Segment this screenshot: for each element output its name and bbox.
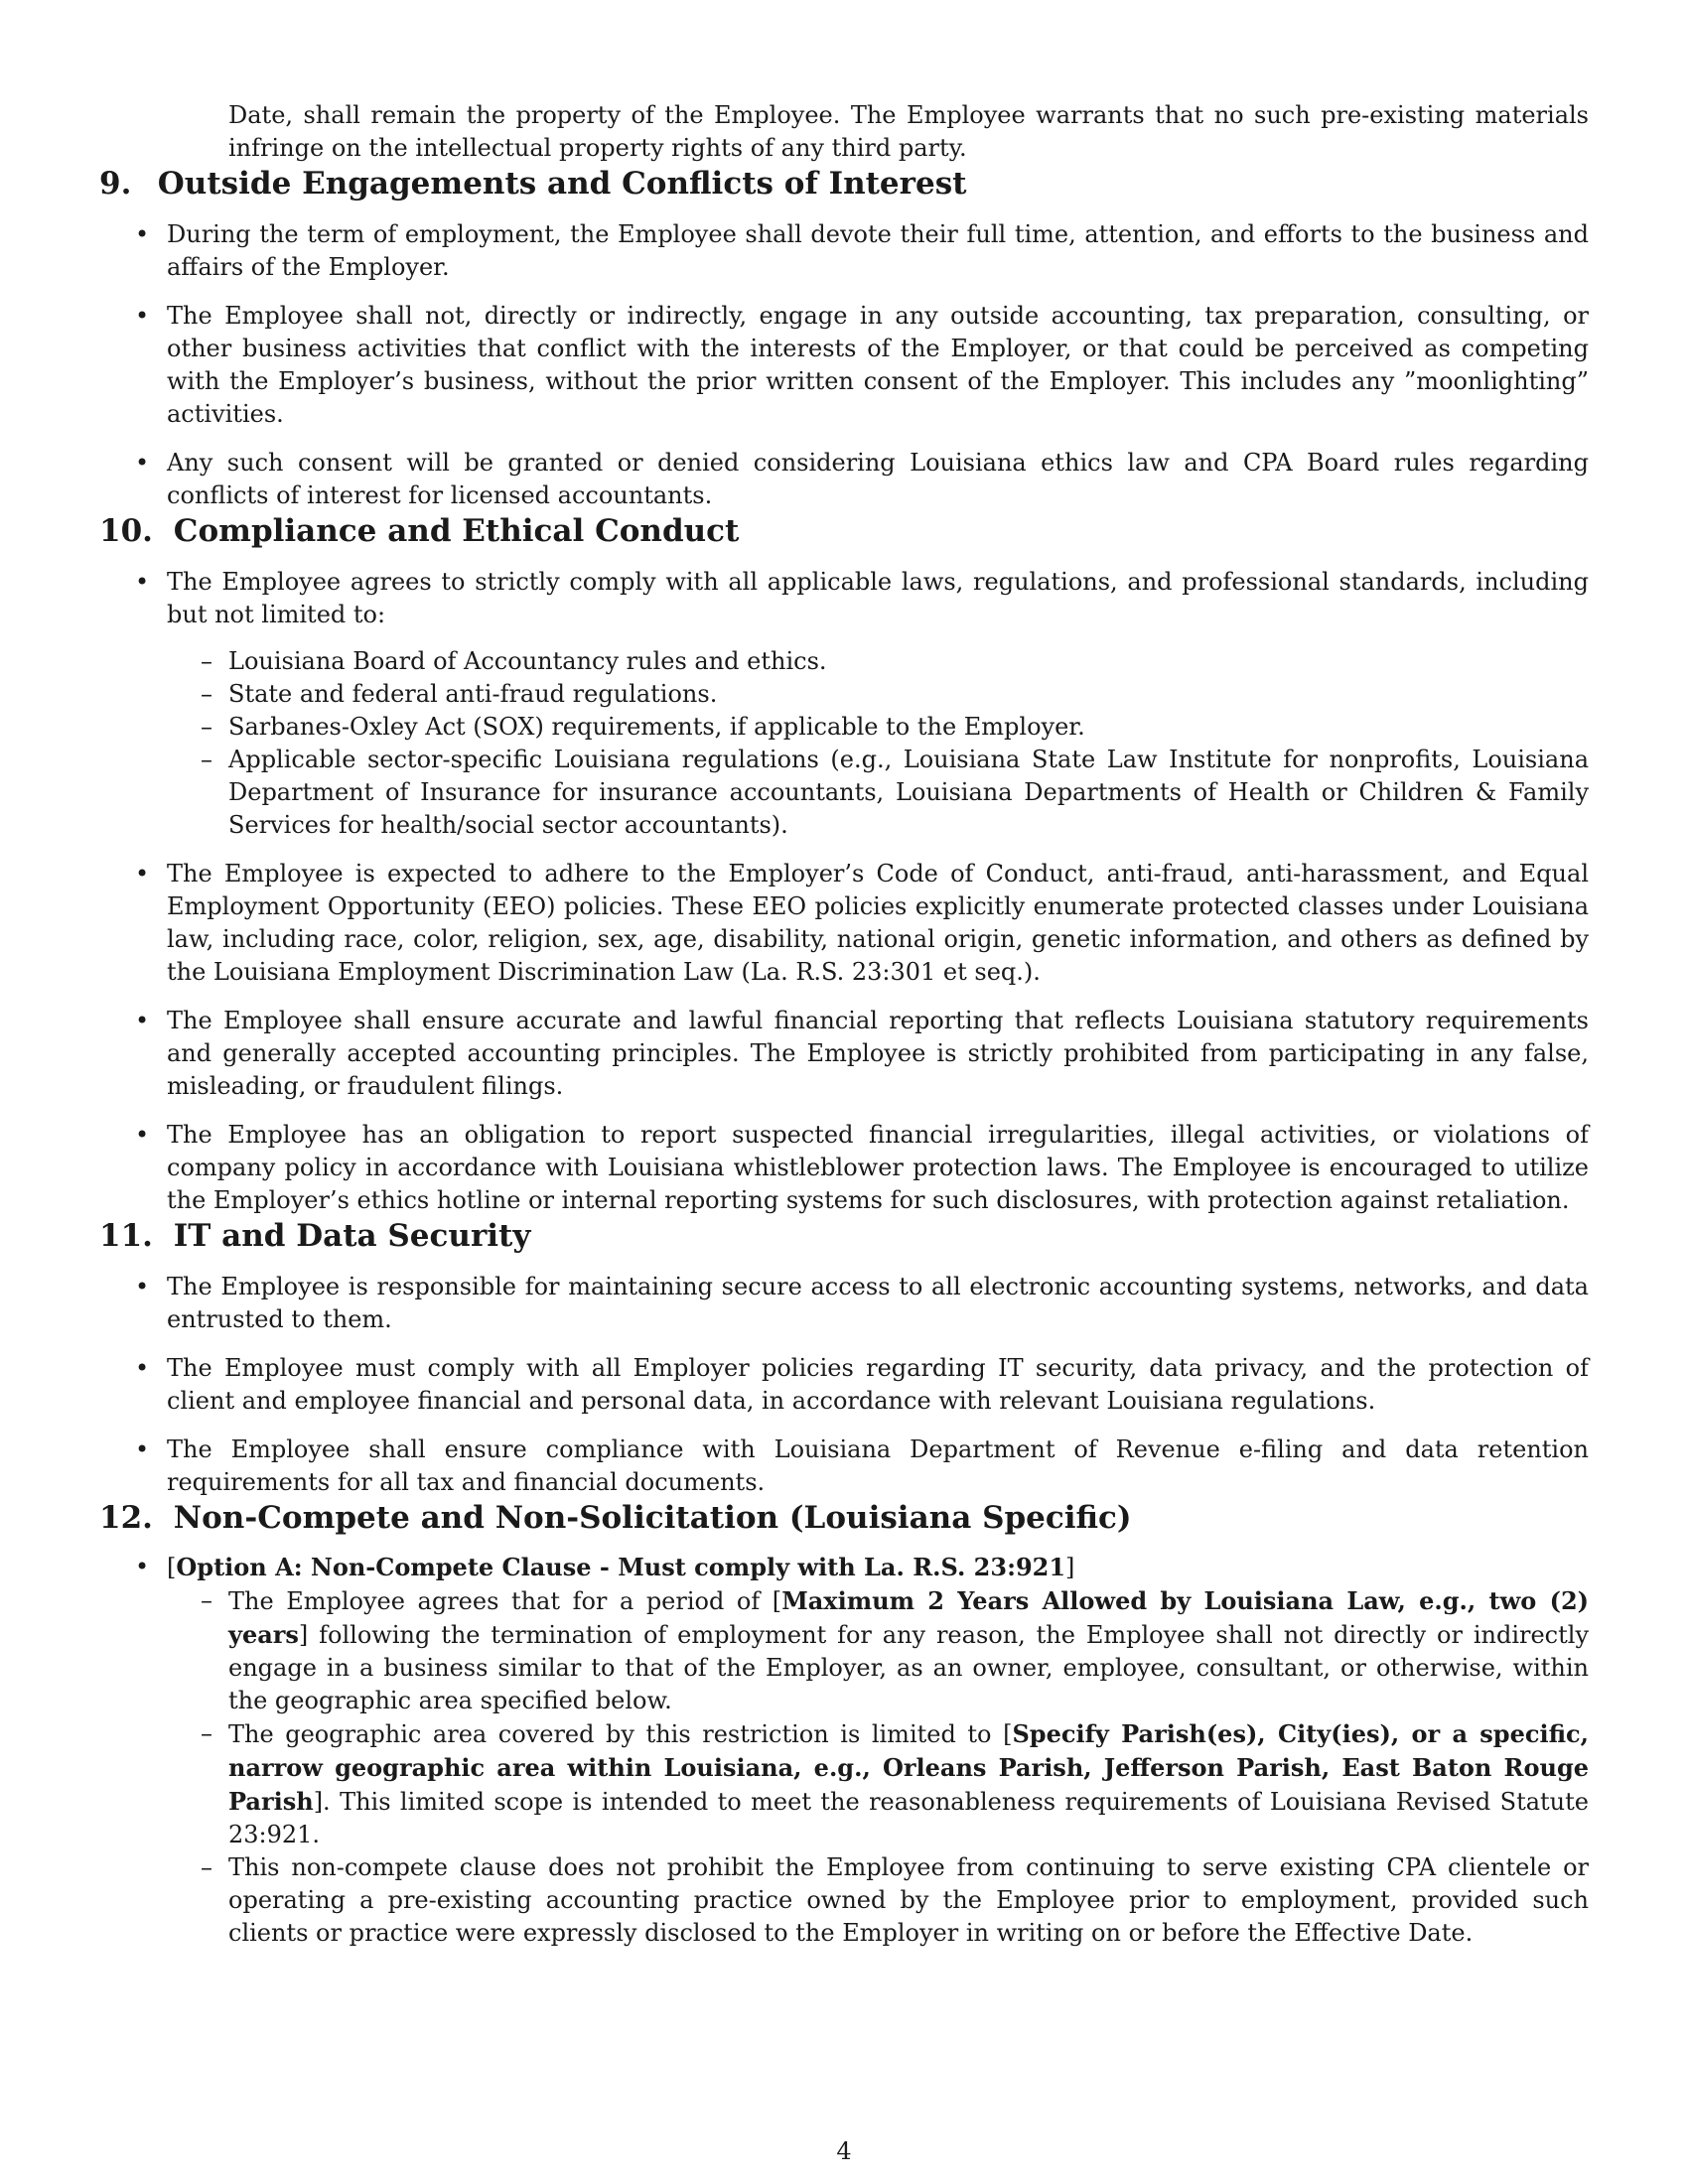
section-12-list (99, 1551, 1589, 1950)
page-number: 4 (836, 2137, 852, 2165)
section-10-title: Compliance and Ethical Conduct (173, 513, 740, 549)
sublist-item (167, 1584, 1589, 1717)
section-12-title: Non-Compete and Non-Solicitation (Louisiana Specific) (173, 1500, 1132, 1536)
list-item: • The Employee is expected to adhere to the Employer’s Code of Conduct, anti-fraud, anti-harassment, and Equal Employment Opportunity (EEO) policies. These EEO policies explicitly enumerate protected classes under Louisiana law, including race, color, religion, sex, age, disability, national origin, genetic information, and others as defined by the Louisiana Employment Discrimination Law (La. R.S. 23:301 et seq.). (99, 858, 1589, 989)
option-a-close-bracket: ] (1065, 1554, 1075, 1581)
sublist-text: ] following the termination of employment for any reason, the Employee shall not directly or indirectly engage in a business similar to that of the Employer, as an owner, employee, consultant, or otherwise, within the geographic area specified below. (228, 1621, 1589, 1714)
list-item (99, 566, 1589, 842)
section-10-number: 10. (99, 513, 153, 549)
list-item: • Any such consent will be granted or denied considering Louisiana ethics law and CPA Board rules regarding conflicts of interest for licensed accountants. (99, 447, 1589, 512)
section-11-title: IT and Data Security (173, 1218, 531, 1254)
sublist-item: – Applicable sector-specific Louisiana regulations (e.g., Louisiana State Law Institute for nonprofits, Louisiana Department of Insurance for insurance accountants, Louisiana Departments of Health or Children & Family Services for health/social sector accountants). (167, 744, 1589, 842)
section-11-list (99, 1271, 1589, 1499)
list-item: • The Employee shall ensure compliance with Louisiana Department of Revenue e-filing and data retention requirements for all tax and financial documents. (99, 1433, 1589, 1499)
list-item: • The Employee must comply with all Employer policies regarding IT security, data privacy, and the protection of client and employee financial and personal data, in accordance with relevant Louisiana regulations. (99, 1352, 1589, 1418)
continuation-paragraph: Date, shall remain the property of the Employee. The Employee warrants that no such pre-existing materials infringe on the intellectual property rights of any third party. (228, 101, 1589, 162)
list-item: • During the term of employment, the Employee shall devote their full time, attention, and efforts to the business and affairs of the Employer. (99, 218, 1589, 284)
section-9-heading (99, 165, 1589, 203)
placeholder-geographic-area: Specify Parish(es), City(ies), or a specific, narrow geographic area within Louisiana, e.g., Orleans Parish, Jefferson Parish, East Baton Rouge Parish (228, 1719, 1590, 1816)
sublist-text: ]. This limited scope is intended to meet the reasonableness requirements of Louisiana Revised Statute 23:921. (228, 1788, 1589, 1848)
option-a-label: Option A: Non-Compete Clause - Must comply with La. R.S. 23:921 (176, 1553, 1066, 1581)
section-10-sublist (167, 645, 1589, 842)
option-a-sublist (167, 1584, 1589, 1950)
section-9-title: Outside Engagements and Conflicts of Interest (157, 166, 967, 202)
section-11-heading (99, 1217, 1589, 1255)
sublist-item (167, 1717, 1589, 1851)
list-item (99, 1551, 1589, 1950)
section-9-number: 9. (99, 166, 132, 202)
section-11-number: 11. (99, 1218, 153, 1254)
page-content (99, 99, 1589, 1950)
section-12-number: 12. (99, 1500, 153, 1536)
placeholder-duration: Maximum 2 Years Allowed by Louisiana Law, e.g., two (2) years (228, 1586, 1590, 1649)
section-9-list (99, 218, 1589, 512)
sublist-item: – Louisiana Board of Accountancy rules and ethics. (167, 645, 1589, 678)
section-10-heading (99, 512, 1589, 550)
sublist-text: The Employee agrees that for a period of [ (228, 1587, 782, 1615)
sublist-text: The geographic area covered by this restriction is limited to [ (228, 1720, 1013, 1748)
list-item: • The Employee shall not, directly or indirectly, engage in any outside accounting, tax preparation, consulting, or other business activities that conflict with the interests of the Employer, or that could be perceived as competing with the Employer’s business, without the prior written consent of the Employer. This includes any ”moonlighting” activities. (99, 300, 1589, 431)
list-item: • The Employee is responsible for maintaining secure access to all electronic accounting systems, networks, and data entrusted to them. (99, 1271, 1589, 1336)
list-item: • The Employee shall ensure accurate and lawful financial reporting that reflects Louisiana statutory requirements and generally accepted accounting principles. The Employee is strictly prohibited from participating in any false, misleading, or fraudulent filings. (99, 1005, 1589, 1103)
list-item: • The Employee has an obligation to report suspected financial irregularities, illegal activities, or violations of company policy in accordance with Louisiana whistleblower protection laws. The Employee is encouraged to utilize the Employer’s ethics hotline or internal reporting systems for such disclosures, with protection against retaliation. (99, 1119, 1589, 1217)
sublist-item: – State and federal anti-fraud regulations. (167, 678, 1589, 711)
section-12-heading (99, 1499, 1589, 1537)
sublist-item: – Sarbanes-Oxley Act (SOX) requirements, if applicable to the Employer. (167, 711, 1589, 744)
option-a-open-bracket: [ (167, 1554, 177, 1581)
section-10-list (99, 566, 1589, 1217)
sublist-item: – This non-compete clause does not prohibit the Employee from continuing to serve existing CPA clientele or operating a pre-existing accounting practice owned by the Employee prior to employment, provided such clients or practice were expressly disclosed to the Employer in writing on or before the Effective Date. (167, 1851, 1589, 1950)
list-item-text: The Employee agrees to strictly comply with all applicable laws, regulations, and professional standards, including but not limited to: (167, 568, 1589, 628)
